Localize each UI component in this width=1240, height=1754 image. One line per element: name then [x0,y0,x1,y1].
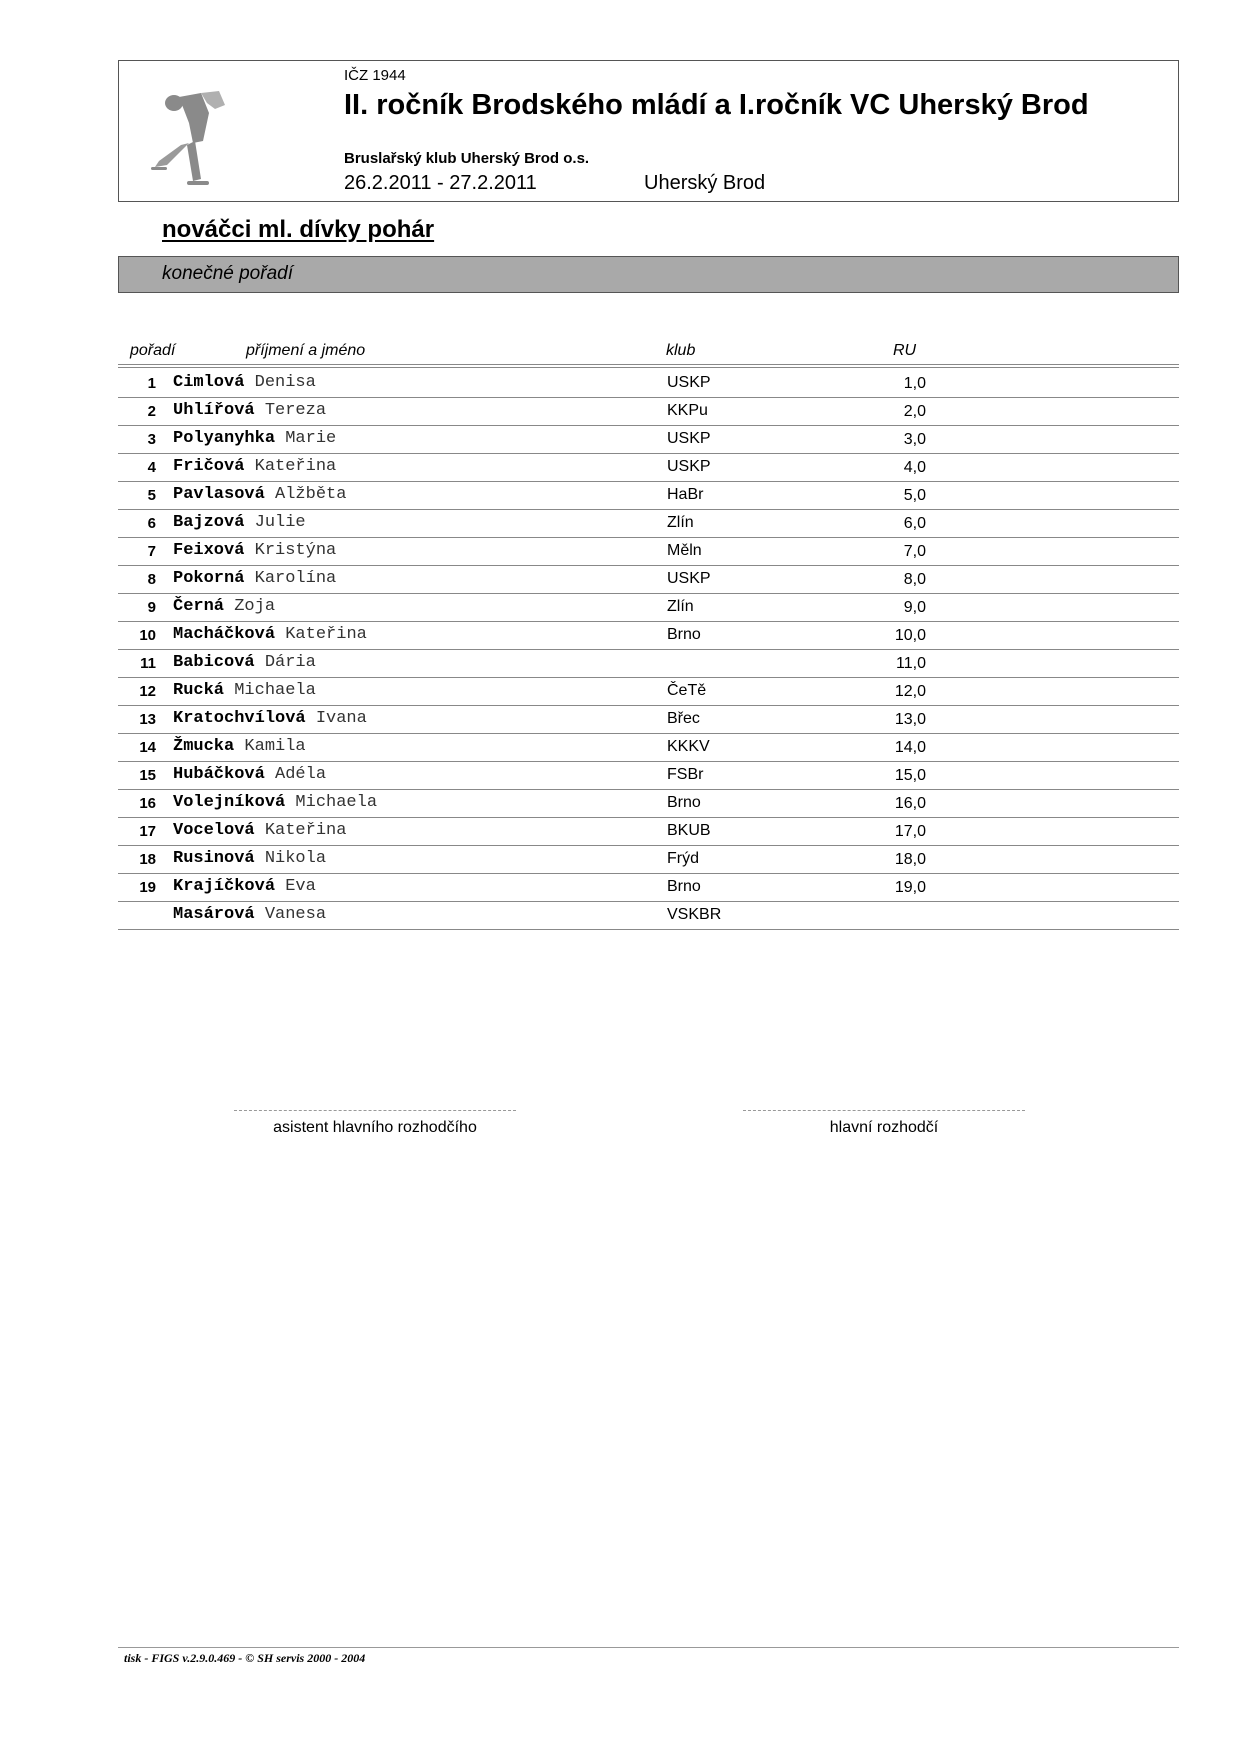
name-cell [173,597,275,616]
signature-label-assistant: asistent hlavního rozhodčího [273,1119,477,1136]
club-cell: FSBr [667,766,704,783]
name-cell [173,849,326,868]
rank-cell: 3 [147,431,156,448]
event-dates: 26.2.2011 - 27.2.2011 [344,172,537,194]
rank-cell: 9 [147,599,156,616]
club-cell: Zlín [667,514,694,531]
rank-cell: 15 [139,767,156,784]
rank-cell: 18 [139,851,156,868]
table-row [118,370,1179,398]
table-row [118,818,1179,846]
surname: Pavlasová [173,485,265,504]
column-header-rank: pořadí [130,342,176,359]
table-row [118,622,1179,650]
surname: Masárová [173,905,255,924]
table-row [118,790,1179,818]
name-cell [173,569,336,588]
surname: Babicová [173,653,255,672]
surname: Žmucka [173,737,235,756]
name-cell [173,793,377,812]
ru-cell: 14,0 [894,739,926,756]
surname: Rucká [173,681,225,700]
signature-assistant [234,1110,516,1137]
footer-divider [118,1647,1179,1648]
club-cell: USKP [667,374,711,391]
rank-cell: 14 [139,739,156,756]
given-name: Nikola [264,849,327,868]
given-name: Zoja [234,597,276,616]
rank-cell: 6 [147,515,156,532]
given-name: Kateřina [254,457,337,476]
given-name: Michaela [234,681,316,700]
ru-cell: 10,0 [894,627,926,644]
given-name: Tereza [264,401,327,420]
surname: Feixová [173,541,245,560]
signature-main [743,1110,1025,1137]
ru-cell: 9,0 [903,599,926,616]
table-row [118,846,1179,874]
club-cell: Zlín [667,598,694,615]
ru-cell: 16,0 [894,795,926,812]
organizer-club: Bruslařský klub Uherský Brod o.s. [344,150,590,167]
footer-text: tisk - FIGS v.2.9.0.469 - © SH servis 2000 - 2004 [124,1651,366,1665]
ru-cell: 11,0 [896,655,926,672]
surname: Kratochvílová [173,709,306,728]
ru-cell: 18,0 [894,851,926,868]
signature-line [234,1110,516,1111]
rank-cell: 1 [147,375,156,392]
club-cell: BKUB [667,822,711,839]
table-row [118,398,1179,426]
name-cell [173,765,326,784]
surname: Krajíčková [173,877,276,896]
club-cell: VSKBR [667,906,722,923]
surname: Cimlová [173,373,245,392]
name-cell [173,429,336,448]
table-row [118,902,1179,930]
name-cell [173,653,316,672]
ru-cell: 19,0 [894,879,926,896]
ru-cell: 4,0 [903,459,926,476]
given-name: Kateřina [264,821,347,840]
surname: Vocelová [173,821,255,840]
table-row [118,454,1179,482]
table-row [118,538,1179,566]
given-name: Adéla [275,765,327,784]
given-name: Kristýna [254,541,337,560]
club-cell: Měln [667,542,702,559]
figure-skater-logo [149,83,229,193]
table-row [118,510,1179,538]
header-divider [118,367,1179,368]
table-row [118,762,1179,790]
surname: Macháčková [173,625,276,644]
club-cell: ČeTě [667,682,707,699]
column-header-name: příjmení a jméno [246,342,366,359]
table-row [118,650,1179,678]
name-cell [173,457,336,476]
table-row [118,426,1179,454]
given-name: Vanesa [264,905,327,924]
given-name: Julie [254,513,306,532]
ru-cell: 17,0 [894,823,926,840]
rank-cell: 2 [147,403,156,420]
rank-cell: 19 [139,879,156,896]
ru-cell: 12,0 [894,683,926,700]
club-cell: Frýd [667,850,699,867]
name-cell [173,877,316,896]
rank-cell: 10 [139,627,156,644]
header-box [118,60,1179,202]
given-name: Michaela [295,793,378,812]
table-row [118,678,1179,706]
given-name: Denisa [254,373,316,392]
name-cell [173,401,326,420]
surname: Bajzová [173,513,245,532]
column-header-club: klub [666,342,696,359]
event-place: Uherský Brod [644,172,766,194]
ru-cell: 7,0 [903,543,926,560]
name-cell [173,541,336,560]
given-name: Dária [264,653,316,672]
club-cell: USKP [667,430,711,447]
rank-cell: 5 [147,487,156,504]
surname: Volejníková [173,793,286,812]
surname: Uhlířová [173,401,255,420]
category-title: nováčci ml. dívky pohár [162,216,435,243]
club-cell: Brno [667,794,701,811]
rank-cell: 7 [147,543,156,560]
ru-cell: 5,0 [903,487,926,504]
table-row [118,566,1179,594]
club-cell: USKP [667,570,711,587]
organization-code: IČZ 1944 [344,67,406,84]
event-title: II. ročník Brodského mládí a I.ročník VC Uherský Brod [344,89,1089,121]
rank-cell: 12 [139,683,156,700]
surname: Polyanyhka [173,429,276,448]
given-name: Karolína [254,569,337,588]
header-divider [118,364,1179,365]
surname: Rusinová [173,849,255,868]
section-bar [118,256,1179,293]
given-name: Alžběta [275,485,347,504]
club-cell: HaBr [667,486,704,503]
given-name: Kateřina [285,625,367,644]
ru-cell: 6,0 [903,515,926,532]
rank-cell: 11 [140,655,156,672]
ru-cell: 1,0 [903,375,926,392]
club-cell: Břec [667,710,700,727]
rank-cell: 4 [147,459,156,476]
section-label: konečné pořadí [162,263,293,284]
table-row [118,734,1179,762]
club-cell: USKP [667,458,711,475]
results-table [118,370,1179,930]
name-cell [173,513,306,532]
club-cell: Brno [667,878,701,895]
club-cell: KKPu [667,402,708,419]
ru-cell: 13,0 [894,711,926,728]
given-name: Marie [285,429,337,448]
ru-cell: 3,0 [903,431,926,448]
rank-cell: 16 [139,795,156,812]
ru-cell: 2,0 [903,403,926,420]
surname: Fričová [173,457,245,476]
ru-cell: 15,0 [894,767,926,784]
name-cell [173,625,367,644]
name-cell [173,821,346,840]
surname: Hubáčková [173,765,265,784]
club-cell: KKKV [667,738,710,755]
rank-cell: 17 [139,823,156,840]
name-cell [173,737,306,756]
surname: Černá [173,597,225,616]
rank-cell: 13 [139,711,156,728]
signature-line [743,1110,1025,1111]
table-row [118,874,1179,902]
rank-cell: 8 [147,571,156,588]
table-row [118,594,1179,622]
name-cell [173,709,367,728]
ru-cell: 8,0 [903,571,926,588]
table-row [118,482,1179,510]
given-name: Ivana [315,709,367,728]
given-name: Kamila [244,737,306,756]
club-cell: Brno [667,626,701,643]
name-cell [173,485,346,504]
surname: Pokorná [173,569,245,588]
signature-label-main: hlavní rozhodčí [829,1119,939,1136]
column-header-ru: RU [893,342,917,359]
name-cell [173,905,326,924]
given-name: Eva [285,877,316,896]
name-cell [173,373,316,392]
name-cell [173,681,316,700]
table-row [118,706,1179,734]
